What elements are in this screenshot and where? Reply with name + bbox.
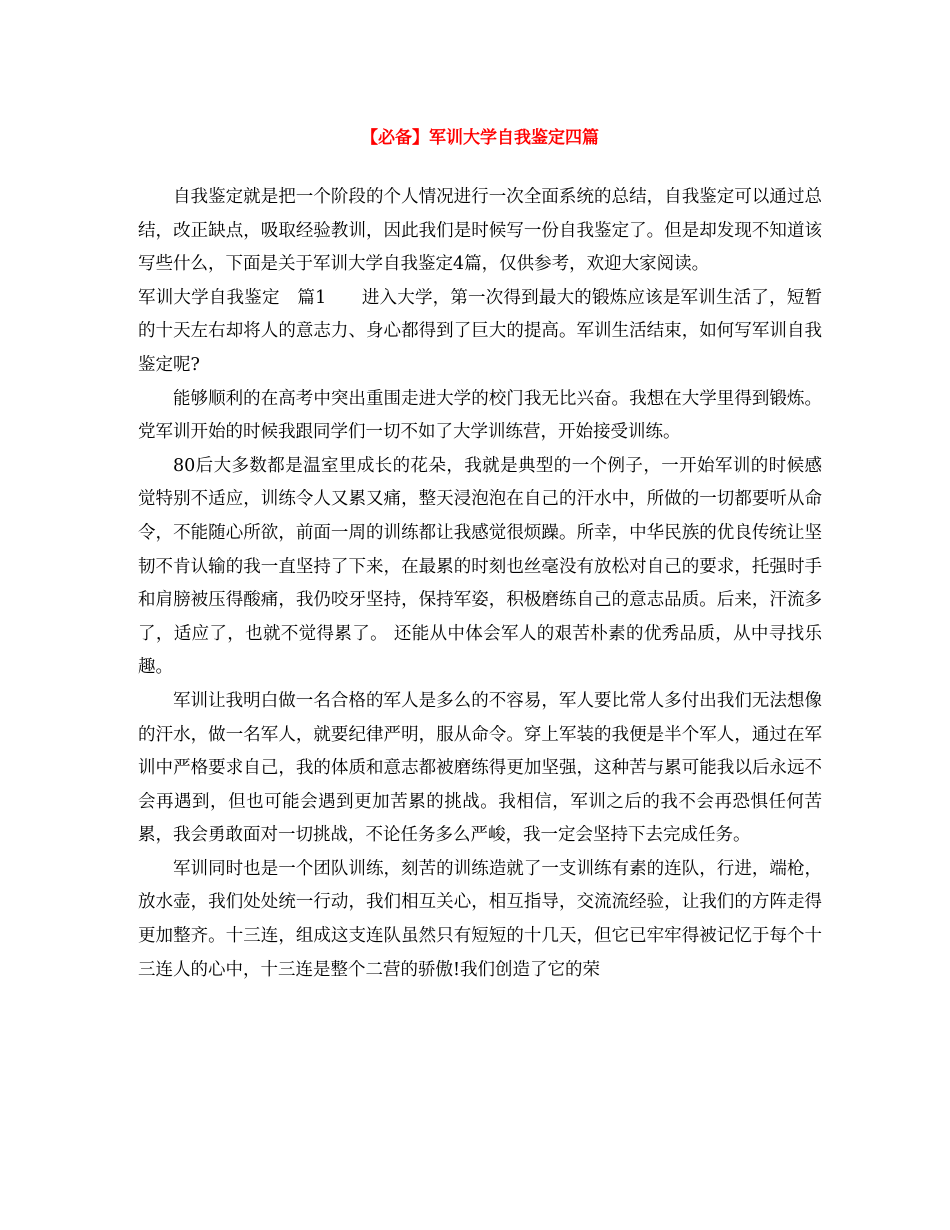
- paragraph-section-1-start: 军训大学自我鉴定 篇1 进入大学，第一次得到最大的锻炼应该是军训生活了，短暂的十天左右却将人的意志力、身心都得到了巨大的提高。军训生活结束，如何写军训自我鉴定呢?: [138, 287, 822, 375]
- document-title: 【必备】军训大学自我鉴定四篇: [361, 128, 599, 148]
- paragraph-intro: 自我鉴定就是把一个阶段的个人情况进行一次全面系统的总结，自我鉴定可以通过总结，改正缺点，吸取经验教训，因此我们是时候写一份自我鉴定了。但是却发现不知道该写些什么，下面是关于军训大学自我鉴定4篇，仅供参考，欢迎大家阅读。: [138, 187, 822, 275]
- paragraph-qualified-soldier: 军训让我明白做一名合格的军人是多么的不容易，军人要比常人多付出我们无法想像的汗水，做一名军人，就要纪律严明，服从命令。穿上军装的我便是半个军人，通过在军训中严格要求自己，我的体质和意志都被磨练得更加坚强，这种苦与累可能我以后永远不会再遇到，但也可能会遇到更加苦累的挑战。我相信，军训之后的我不会再恐惧任何苦累，我会勇敢面对一切挑战，不论任务多么严峻，我一定会坚持下去完成任务。: [138, 690, 822, 846]
- paragraph-greenhouse-flowers: 80后大多数都是温室里成长的花朵，我就是典型的一个例子，一开始军训的时候感觉特别不适应，训练令人又累又痛，整天浸泡泡在自己的汗水中，所做的一切都要听从命令，不能随心所欲，前面一周的训练都让我感觉很烦躁。所幸，中华民族的优良传统让坚韧不肯认输的我一直坚持了下来，在最累的时刻也丝毫没有放松对自己的要求，托强时手和肩膀被压得酸痛，我仍咬牙坚持，保持军姿，积极磨练自己的意志品质。后来，汗流多了，适应了，也就不觉得累了。 还能从中体会军人的艰苦朴素的优秀品质，从中寻找乐趣。: [138, 455, 822, 678]
- paragraph-team-training: 军训同时也是一个团队训练，刻苦的训练造就了一支训练有素的连队，行进，端枪，放水壶，我们处处统一行动，我们相互关心，相互指导，交流流经验，让我们的方阵走得更加整齐。十三连，组成这支连队虽然只有短短的十几天，但它已牢牢得被记忆于每个十三连人的心中，十三连是整个二营的骄傲!我们创造了它的荣: [138, 858, 822, 980]
- document-body: [138, 181, 822, 987]
- paragraph-enter-university: 能够顺利的在高考中突出重围走进大学的校门我无比兴奋。我想在大学里得到锻炼。党军训开始的时候我跟同学们一切不如了大学训练营，开始接受训练。: [138, 388, 822, 443]
